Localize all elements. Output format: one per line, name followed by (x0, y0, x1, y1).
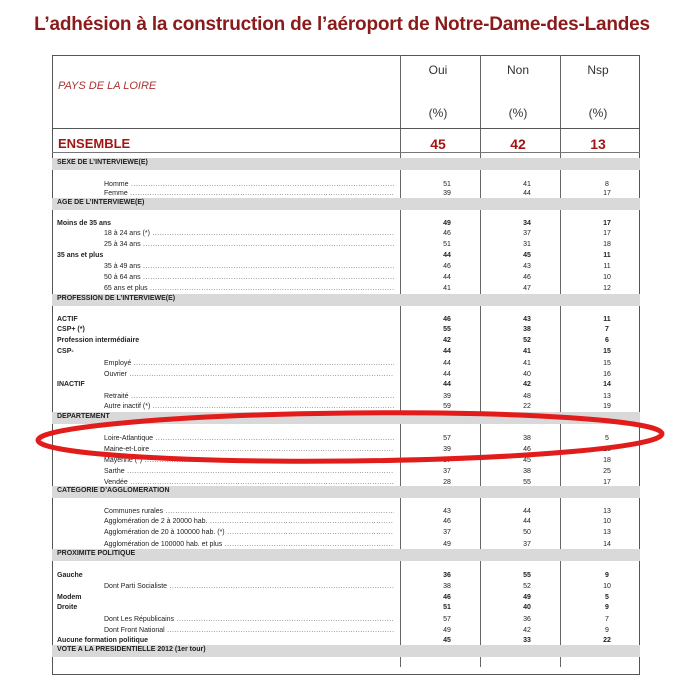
cell-nsp: 13 (603, 508, 611, 515)
cell-nsp: 12 (603, 285, 611, 292)
cell-non: 38 (523, 326, 531, 333)
table-row (52, 180, 640, 189)
cell-non: 43 (523, 316, 531, 323)
table-row (52, 626, 640, 635)
cell-oui: 37 (443, 457, 451, 464)
cell-oui: 42 (443, 337, 451, 344)
row-label: Communes rurales ..... (104, 507, 394, 516)
cell-oui: 57 (443, 435, 451, 442)
col-oui: Oui (428, 63, 448, 77)
row-label: Sarthe ..... (104, 467, 394, 476)
section-proximite: PROXIMITE POLITIQUE (52, 549, 640, 561)
cell-nsp: 9 (605, 627, 609, 634)
row-label: Dont Front National ..... (104, 626, 394, 635)
table-row (52, 189, 640, 198)
section-sexe: SEXE DE L’INTERVIEWE(E) (52, 158, 640, 170)
region-label: PAYS DE LA LOIRE (58, 80, 157, 92)
page-title: L’adhésion à la construction de l’aéroport de Notre-Dame-des-Landes (34, 14, 650, 35)
table-row (52, 593, 640, 602)
row-label: 65 ans et plus ..... (104, 284, 394, 293)
row-label: ACTIF (57, 316, 78, 323)
row-label: INACTIF (57, 381, 85, 388)
row-label: Dont Parti Socialiste ..... (104, 582, 394, 591)
cell-oui: 49 (443, 220, 451, 227)
cell-nsp: 10 (603, 518, 611, 525)
cell-non: 33 (523, 637, 531, 644)
row-label: 35 à 49 ans ..... (104, 262, 394, 271)
cell-non: 34 (523, 220, 531, 227)
row-label: Agglomération de 20 à 100000 hab. (*) ..... (104, 528, 394, 537)
row-label: Gauche (57, 572, 83, 579)
table-row (52, 273, 640, 282)
row-label: 35 ans et plus (57, 252, 104, 259)
table-row (52, 528, 640, 537)
table-row (52, 380, 640, 389)
cell-non: 38 (523, 468, 531, 475)
table-row (52, 507, 640, 516)
row-label: Maine-et-Loire ..... (104, 445, 394, 454)
row-label: CSP- (57, 348, 74, 355)
table-row (52, 251, 640, 260)
cell-oui: 38 (443, 583, 451, 590)
cell-nsp: 18 (603, 457, 611, 464)
cell-oui: 43 (443, 508, 451, 515)
cell-oui: 57 (443, 616, 451, 623)
cell-non: 46 (523, 274, 531, 281)
cell-non: 37 (523, 541, 531, 548)
header-divider (52, 128, 640, 129)
ensemble-divider (52, 152, 640, 153)
cell-non: 40 (523, 371, 531, 378)
cell-oui: 46 (443, 230, 451, 237)
cell-non: 49 (523, 594, 531, 601)
table-row (52, 392, 640, 401)
row-label: Ouvrier ..... (104, 370, 394, 379)
table-row (52, 582, 640, 591)
cell-oui: 44 (443, 360, 451, 367)
cell-non: 46 (523, 446, 531, 453)
table-row (52, 467, 640, 476)
unit-oui: (%) (428, 106, 448, 120)
cell-non: 48 (523, 393, 531, 400)
table-row (52, 336, 640, 345)
table-row (52, 445, 640, 454)
col-nsp: Nsp (587, 63, 609, 77)
cell-oui: 39 (443, 190, 451, 197)
row-label: Agglomération de 100000 hab. et plus ..... (104, 540, 394, 549)
cell-nsp: 6 (605, 337, 609, 344)
cell-non: 44 (523, 508, 531, 515)
cell-oui: 51 (443, 181, 451, 188)
unit-non: (%) (508, 106, 528, 120)
ensemble-nsp: 13 (590, 136, 606, 152)
row-label: Mayenne (*) ..... (104, 456, 394, 465)
cell-non: 41 (523, 360, 531, 367)
cell-oui: 46 (443, 316, 451, 323)
row-label: 50 à 64 ans ..... (104, 273, 394, 282)
cell-nsp: 17 (603, 230, 611, 237)
table-row (52, 284, 640, 293)
table-row (52, 370, 640, 379)
cell-oui: 28 (443, 479, 451, 486)
cell-nsp: 7 (605, 326, 609, 333)
cell-non: 38 (523, 435, 531, 442)
cell-oui: 44 (443, 371, 451, 378)
table-row (52, 456, 640, 465)
section-profession: PROFESSION DE L’INTERVIEWE(E) (52, 294, 640, 306)
table-row (52, 571, 640, 580)
cell-nsp: 8 (605, 181, 609, 188)
row-label: Loire-Atlantique ..... (104, 434, 394, 443)
cell-non: 42 (523, 627, 531, 634)
row-label: 25 à 34 ans ..... (104, 240, 394, 249)
section-departement: DEPARTEMENT (52, 412, 640, 424)
cell-nsp: 14 (603, 381, 611, 388)
cell-oui: 44 (443, 348, 451, 355)
cell-nsp: 14 (603, 541, 611, 548)
table-row (52, 240, 640, 249)
cell-non: 36 (523, 616, 531, 623)
cell-nsp: 15 (603, 360, 611, 367)
cell-oui: 59 (443, 403, 451, 410)
section-age: AGE DE L’INTERVIEWE(E) (52, 198, 640, 210)
row-label: Vendée ..... (104, 478, 394, 487)
row-label: Profession intermédiaire (57, 337, 140, 344)
row-label: Modem (57, 594, 82, 601)
row-label: Droite (57, 604, 78, 611)
table-row (52, 540, 640, 549)
cell-nsp: 11 (603, 316, 611, 323)
cell-oui: 39 (443, 446, 451, 453)
row-label: Employé ..... (104, 359, 394, 368)
table-row (52, 402, 640, 411)
table-row (52, 219, 640, 228)
ensemble-non: 42 (510, 136, 526, 152)
cell-non: 37 (523, 230, 531, 237)
row-label: 18 à 24 ans (*) ..... (104, 229, 394, 238)
cell-non: 52 (523, 337, 531, 344)
row-label: Autre inactif (*) ..... (104, 402, 394, 411)
cell-oui: 44 (443, 252, 451, 259)
row-label: Femme ..... (104, 189, 394, 198)
cell-nsp: 15 (603, 446, 611, 453)
cell-non: 55 (523, 479, 531, 486)
cell-non: 41 (523, 348, 531, 355)
row-label: Agglomération de 2 à 20000 hab. ..... (104, 517, 394, 526)
cell-nsp: 13 (603, 529, 611, 536)
row-label: CSP+ (*) (57, 326, 85, 333)
table-row (52, 615, 640, 624)
cell-oui: 46 (443, 263, 451, 270)
cell-non: 44 (523, 190, 531, 197)
row-label: Homme ..... (104, 180, 394, 189)
table-row (52, 603, 640, 612)
cell-oui: 51 (443, 604, 451, 611)
cell-nsp: 7 (605, 616, 609, 623)
table-row (52, 325, 640, 334)
cell-nsp: 17 (603, 479, 611, 486)
table-row (52, 262, 640, 271)
cell-oui: 36 (443, 572, 451, 579)
cell-non: 45 (523, 457, 531, 464)
row-label: Dont Les Républicains ..... (104, 615, 394, 624)
cell-non: 45 (523, 252, 531, 259)
cell-nsp: 11 (603, 252, 611, 259)
cell-oui: 37 (443, 529, 451, 536)
unit-nsp: (%) (588, 106, 608, 120)
table-row (52, 229, 640, 238)
cell-oui: 37 (443, 468, 451, 475)
cell-oui: 46 (443, 594, 451, 601)
cell-non: 22 (523, 403, 531, 410)
cell-nsp: 22 (603, 637, 611, 644)
cell-non: 52 (523, 583, 531, 590)
cell-non: 42 (523, 381, 531, 388)
cell-nsp: 5 (605, 435, 609, 442)
cell-oui: 51 (443, 241, 451, 248)
table-row (52, 434, 640, 443)
row-label: Moins de 35 ans (57, 220, 112, 227)
cell-non: 40 (523, 604, 531, 611)
cell-oui: 45 (443, 637, 451, 644)
cell-nsp: 16 (603, 371, 611, 378)
cell-oui: 44 (443, 381, 451, 388)
table-row (52, 517, 640, 526)
cell-oui: 39 (443, 393, 451, 400)
cell-nsp: 25 (603, 468, 611, 475)
cell-oui: 55 (443, 326, 451, 333)
cell-non: 44 (523, 518, 531, 525)
cell-nsp: 15 (603, 348, 611, 355)
cell-non: 43 (523, 263, 531, 270)
section-agglomeration: CATEGORIE D’AGGLOMERATION (52, 486, 640, 498)
cell-oui: 49 (443, 627, 451, 634)
row-label: Aucune formation politique (57, 637, 148, 644)
cell-nsp: 19 (603, 403, 611, 410)
cell-oui: 46 (443, 518, 451, 525)
cell-oui: 49 (443, 541, 451, 548)
cell-non: 55 (523, 572, 531, 579)
table-row (52, 347, 640, 356)
table-row (52, 636, 640, 645)
cell-nsp: 9 (605, 604, 609, 611)
table-row (52, 315, 640, 324)
table-row (52, 478, 640, 487)
cell-nsp: 10 (603, 274, 611, 281)
cell-nsp: 9 (605, 572, 609, 579)
cell-nsp: 18 (603, 241, 611, 248)
cell-nsp: 10 (603, 583, 611, 590)
col-non: Non (506, 63, 529, 77)
cell-non: 50 (523, 529, 531, 536)
cell-non: 31 (523, 241, 531, 248)
ensemble-label: ENSEMBLE (58, 136, 131, 151)
cell-nsp: 17 (603, 220, 611, 227)
cell-nsp: 17 (603, 190, 611, 197)
cell-nsp: 5 (605, 594, 609, 601)
cell-nsp: 13 (603, 393, 611, 400)
cell-oui: 41 (443, 285, 451, 292)
cell-nsp: 11 (603, 263, 611, 270)
cell-oui: 44 (443, 274, 451, 281)
cell-non: 41 (523, 181, 531, 188)
ensemble-oui: 45 (430, 136, 446, 152)
section-vote: VOTE A LA PRESIDENTIELLE 2012 (1er tour) (52, 645, 640, 657)
table-row (52, 359, 640, 368)
row-label: Retraité ..... (104, 392, 394, 401)
cell-non: 47 (523, 285, 531, 292)
